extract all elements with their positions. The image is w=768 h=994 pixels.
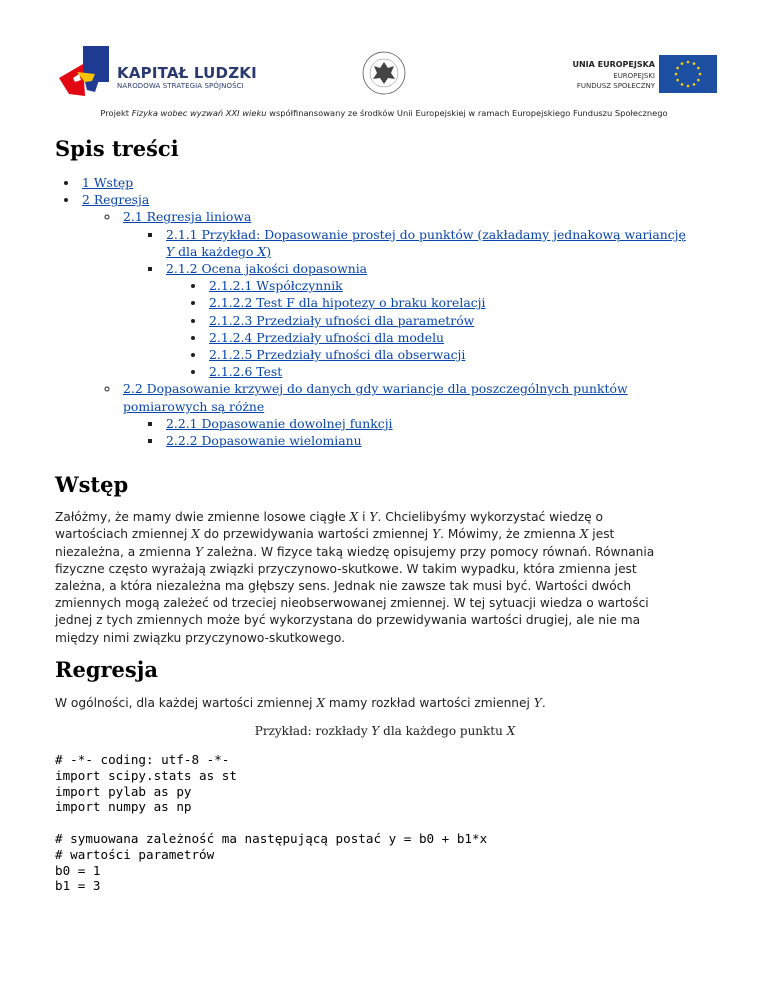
toc-item: [79, 191, 715, 449]
toc-link-2-1[interactable]: 2.1 Regresja liniowa: [123, 209, 252, 225]
toc-item: [79, 174, 715, 191]
toc-link-2[interactable]: 2 Regresja: [82, 192, 150, 208]
kapital-ludzki-title: KAPITAŁ LUDZKI: [117, 64, 257, 82]
code-block: # -*- coding: utf-8 -*- import scipy.stats as st import pylab as py import numpy as np # symuowana zależność ma następującą postać y = b0 + b1*x # wartości parametrów b0 = 1 b1 = 3: [55, 752, 488, 894]
toc-item: [206, 294, 715, 311]
toc-link-2-2-2[interactable]: 2.2.2 Dopasowanie wielomianu: [166, 433, 362, 449]
table-of-contents: [55, 174, 715, 449]
header-banner: [0, 0, 768, 132]
toc-link-2-2-1[interactable]: 2.2.1 Dopasowanie dowolnej funkcji: [166, 415, 393, 431]
toc-item: [120, 208, 715, 380]
toc-item: [120, 380, 715, 449]
toc-link-2-1-2-4[interactable]: 2.1.2.4 Przedziały ufności dla modelu: [209, 329, 445, 345]
heading-wstep: Wstęp: [55, 472, 129, 498]
toc-link-2-1-2-6[interactable]: 2.1.2.6 Test: [209, 364, 283, 380]
paragraph-regresja: W ogólności, dla każdej wartości zmiennej X mamy rozkład wartości zmiennej Y.: [55, 695, 546, 710]
toc-link-2-1-1[interactable]: 2.1.1 Przykład: Dopasowanie prostej do punktów (zakładamy jednakową wariancję Y dla każdego X): [166, 226, 686, 259]
funding-note: Projekt Fizyka wobec wyzwań XXI wieku współfinansowany ze środków Unii Europejskiej w ramach Europejskiego Funduszu Społecznego: [100, 108, 668, 118]
page-content: [55, 134, 715, 894]
kapital-ludzki-subtitle: NARODOWA STRATEGIA SPÓJNOŚCI: [117, 82, 244, 90]
toc-item: [163, 226, 715, 260]
toc-item: [206, 363, 715, 380]
toc-item: [163, 415, 715, 432]
heading-regresja: Regresja: [55, 656, 158, 682]
eu-line2: FUNDUSZ SPOŁECZNY: [576, 82, 655, 90]
university-seal-icon: [361, 50, 407, 96]
toc-link-2-1-2-2[interactable]: 2.1.2.2 Test F dla hipotezy o braku korelacji: [209, 295, 486, 311]
toc-link-1[interactable]: 1 Wstęp: [82, 175, 134, 190]
eu-flag-icon: [659, 55, 717, 93]
toc-link-2-1-2[interactable]: 2.1.2 Ocena jakości dopasownia: [166, 261, 368, 277]
toc-link-2-1-2-5[interactable]: 2.1.2.5 Przedziały ufności dla obserwacji: [209, 347, 466, 363]
eu-line1: EUROPEJSKI: [613, 72, 655, 80]
toc-title: Spis treści: [55, 136, 179, 161]
toc-link-2-1-2-1[interactable]: 2.1.2.1 Współczynnik: [209, 278, 343, 294]
figure-caption: Przykład: rozkłady Y dla każdego punktu X: [254, 724, 516, 739]
toc-item: [163, 432, 715, 449]
paragraph-wstep: Załóżmy, że mamy dwie zmienne losowe ciągłe X i Y. Chcielibyśmy wykorzystać wiedzę o wartościach zmiennej X do przewidywania wartości zmiennej Y. Mówimy, że zmienna X jest niezależna, a zmienna Y zależna. W fizyce taką wiedzę opisujemy przy pomocy równań. Równania fizyczne często wyrażają związki przyczynowo-skutkowe. W takim wypadku, która zmienna jest zależna, a która niezależna ma głębszy sens. Jednak nie zawsze tak musi być. Wartości dwóch zmiennych mogą zależeć od trzeciej nieobserwowanej zmiennej. W tej sytuacji wiedza o wartości jednej z tych zmiennych może być wykorzystana do przewidywania wartości drugiej, ale nie ma między nimi związku przyczynowo-skutkowego.: [55, 510, 655, 645]
toc-link-2-1-2-3[interactable]: 2.1.2.3 Przedziały ufności dla parametrów: [209, 312, 475, 328]
toc-item: [206, 346, 715, 363]
toc-item: [206, 277, 715, 294]
toc-item: [163, 260, 715, 380]
toc-link-2-2[interactable]: 2.2 Dopasowanie krzywej do danych gdy wariancje dla poszczególnych punktów pomiarowych są różne: [123, 381, 628, 414]
kapital-ludzki-logo-icon: [55, 44, 115, 104]
toc-item: [206, 312, 715, 329]
toc-item: [206, 329, 715, 346]
eu-title: UNIA EUROPEJSKA: [572, 60, 655, 69]
